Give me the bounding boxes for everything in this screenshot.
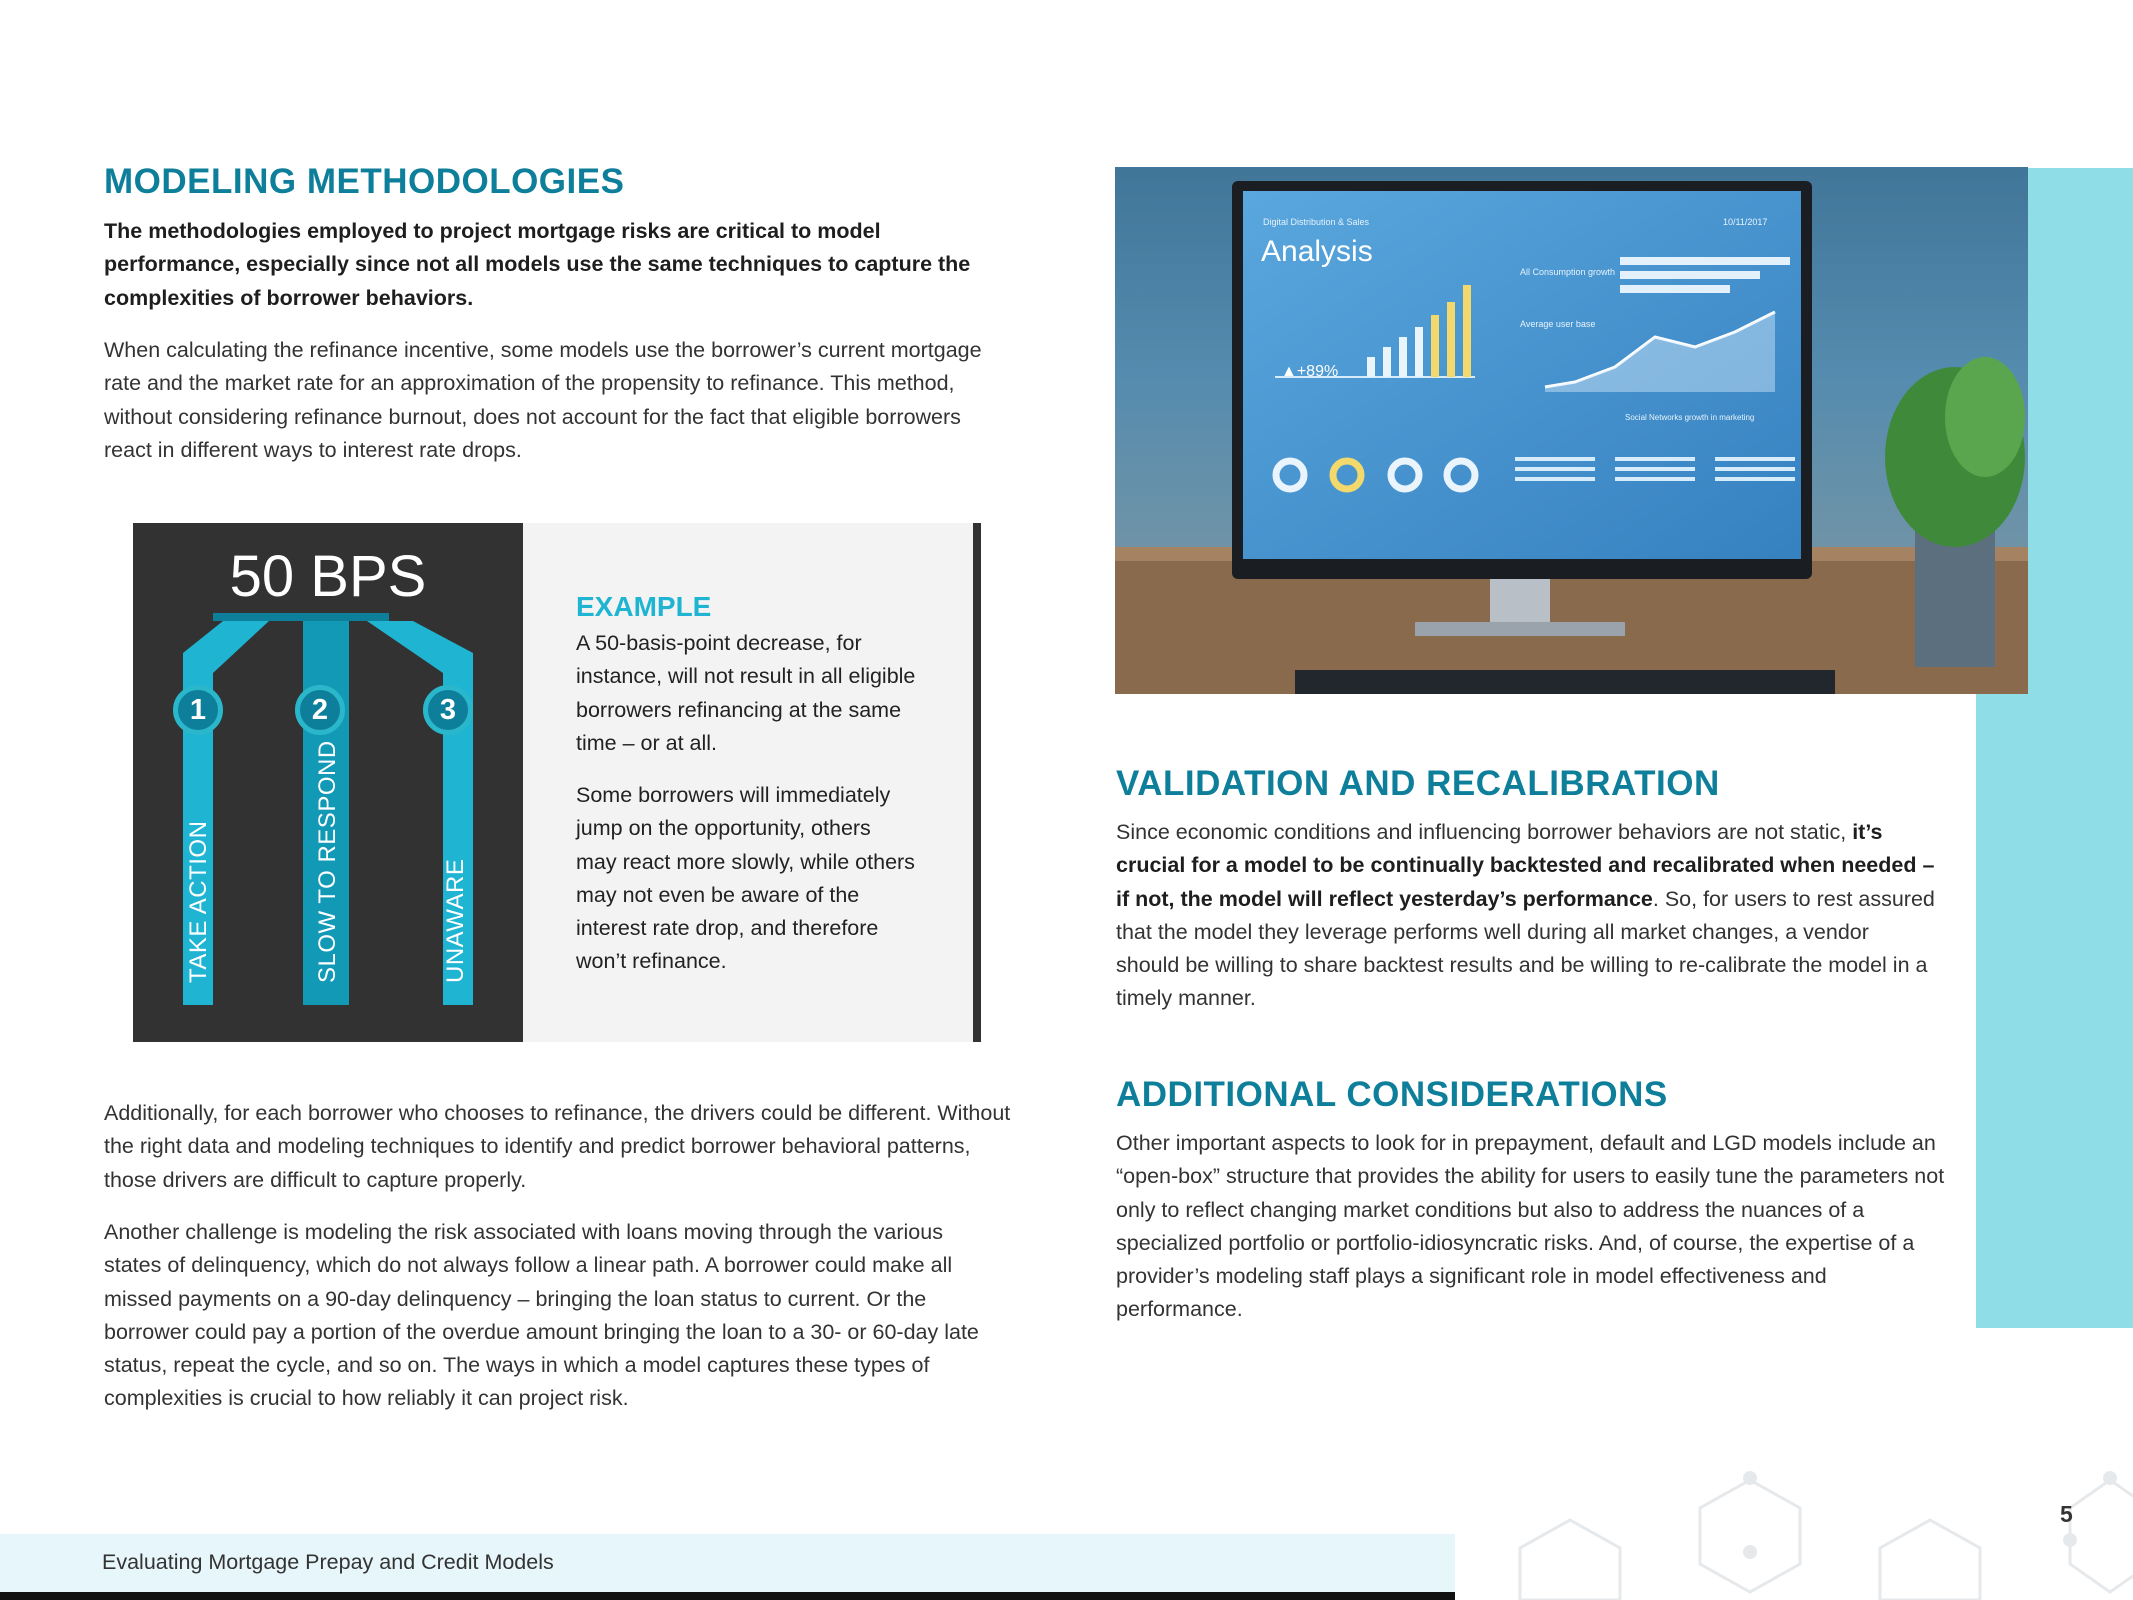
validation-heading: VALIDATION AND RECALIBRATION [1116,764,1720,803]
validation-text-pre: Since economic conditions and influencing borrower behaviors are not static, [1116,820,1853,844]
screen-growth: ▲+89% [1281,363,1339,380]
path-number-2: 2 [295,685,345,735]
modeling-heading: MODELING METHODOLOGIES [104,162,625,201]
example-text-1: A 50-basis-point decrease, for instance, will not result in all eligible borrowers refinancing at the same time – or at all. [576,631,916,755]
validation-text [1116,816,1936,1016]
validation-text-post: . So, for users to rest assured that the model they leverage performs well during all market changes, a vendor should be willing to share backtest results and be willing to re-calibrate the model in a timely manner. [1116,886,1935,1011]
example-border [973,523,981,1042]
path-number-3: 3 [423,685,473,735]
modeling-lead: The methodologies employed to project mortgage risks are critical to model performance, especially since not all models use the same techniques to capture the complexities of borrower behaviors. [104,219,971,310]
screen-chart-label-3: Social Networks growth in marketing [1625,413,1755,422]
screen-chart-label-1: All Consumption growth [1520,267,1616,277]
example-box [133,523,981,1042]
monitor-photo [1115,167,2028,694]
footer-title: Evaluating Mortgage Prepay and Credit Models [102,1550,554,1574]
monitor-illustration [1115,167,2028,694]
branch-bar [213,613,389,621]
screen-chart-label-2: Average user base [1520,319,1596,329]
screen-caption: Digital Distribution & Sales [1263,217,1370,227]
path-number-1: 1 [173,685,223,735]
example-title: EXAMPLE [576,591,712,622]
page-number: 5 [2060,1501,2073,1527]
screen-date: 10/11/2017 [1723,217,1768,227]
example-text-panel [523,523,973,1042]
path-label-slow-to-respond: SLOW TO RESPOND [314,740,341,983]
additional-text: Other important aspects to look for in prepayment, default and LGD models include an “open-box” structure that provides the ability for users to easily tune the parameters not only to reflect changing market conditions but also to address the nuances of a specialized portfolio or portfolio-idiosyncratic risks. And, of course, the expertise of a provider’s modeling staff plays a significant role in model effectiveness and performance. [1116,1131,1945,1322]
validation-text-bold: it’s crucial for a model to be continually backtested and recalibrated when needed – if not, the model will reflect yesterday’s performance [1116,820,1935,911]
additional-heading: ADDITIONAL CONSIDERATIONS [1116,1075,1668,1114]
footer-rule [0,1592,1455,1600]
modeling-para-3: Another challenge is modeling the risk associated with loans moving through the various states of delinquency, which do not always follow a linear path. A borrower could make all missed payments on a 90-day delinquency – bringing the loan status to current. Or the borrower could pay a portion of the overdue amount bringing the loan to a 30- or 60-day late status, repeat the cycle, and so on. The ways in which a model captures these types of complexities is crucial to how reliably it can project risk. [104,1220,979,1411]
path-label-unaware: UNAWARE [442,858,469,983]
bps-graphic [133,523,523,1042]
hexagon-pattern [1490,1460,2133,1600]
example-text-2: Some borrowers will immediately jump on the opportunity, others may react more slowly, while others may not even be aware of the interest rate drop, and therefore won’t refinance. [576,783,915,974]
modeling-para-2: Additionally, for each borrower who chooses to refinance, the drivers could be different. Without the right data and modeling techniques to identify and predict borrower behavioral patterns, those drivers are difficult to capture properly. [104,1101,1011,1192]
modeling-para-1: When calculating the refinance incentive, some models use the borrower’s current mortgage rate and the market rate for an approximation of the propensity to refinance. This method, without considering refinance burnout, does not account for the fact that eligible borrowers react in different ways to interest rate drops. [104,338,982,462]
path-label-take-action: TAKE ACTION [185,820,212,983]
bps-label: 50 BPS [229,544,427,609]
screen-title: Analysis [1261,235,1373,268]
footer-bar [0,1534,1455,1592]
